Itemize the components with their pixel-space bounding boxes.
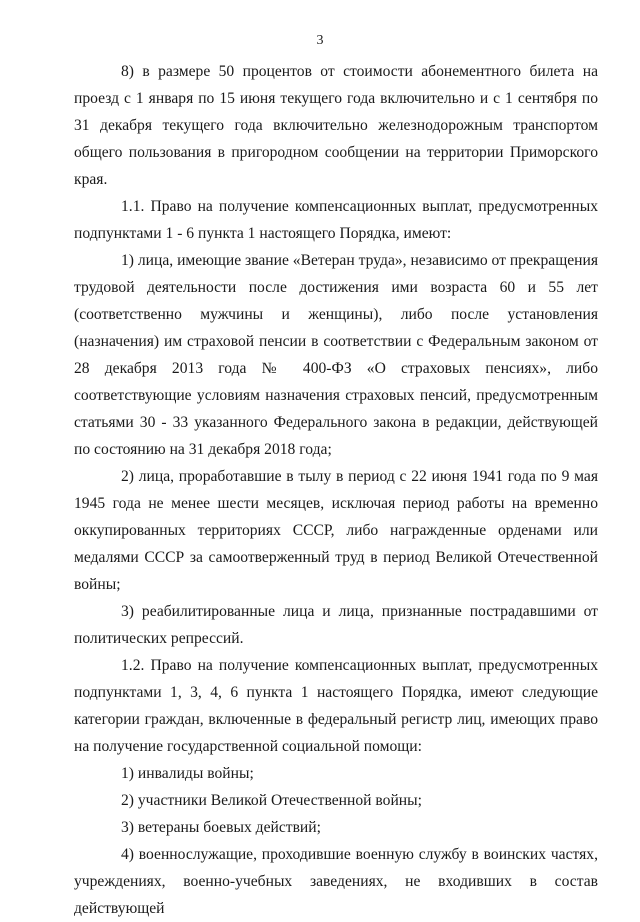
page-number: 3 xyxy=(316,33,324,48)
paragraph-military-servicemen: 4) военнослужащие, проходившие военную службу в воинских частях, учреждениях, военно-учебных заведениях, не входивших в состав действующей xyxy=(74,846,598,917)
list-item-war-invalids: 1) инвалиды войны; xyxy=(121,765,254,782)
paragraph-1-1-eligibility: 1.1. Право на получение компенсационных выплат, предусмотренных подпунктами 1 - 6 пункта 1 настоящего Порядка, имеют: xyxy=(74,198,598,242)
paragraph-1-2-eligibility: 1.2. Право на получение компенсационных выплат, предусмотренных подпунктами 1, 3, 4, 6 пункта 1 настоящего Порядка, имеют следующие категории граждан, включенные в федеральный регистр лиц, имеющих право на получение государственной социальной помощи: xyxy=(74,657,598,755)
paragraph-item-8-fare-discount: 8) в размере 50 процентов от стоимости абонементного билета на проезд с 1 января по 15 июня текущего года включительно и с 1 сентября по 31 декабря текущего года включительно железнодорожным транспортом общего пользования в пригородном сообщении на территории Приморского края. xyxy=(74,63,598,188)
paragraph-home-front-workers: 2) лица, проработавшие в тылу в период с 22 июня 1941 года по 9 мая 1945 года не менее шести месяцев, исключая период работы на временно оккупированных территориях СССР, либо награжденные орденами или медалями СССР за самоотверженный труд в период Великой Отечественной войны; xyxy=(74,468,598,593)
list-item-combat-veterans: 3) ветераны боевых действий; xyxy=(121,819,321,836)
document-body xyxy=(74,58,598,922)
paragraph-veterans-of-labor: 1) лица, имеющие звание «Ветеран труда», независимо от прекращения трудовой деятельности после достижения ими возраста 60 и 55 лет (соответственно мужчины и женщины), либо после установления (назначения) им страховой пенсии в соответствии с Федеральным законом от 28 декабря 2013 года № 400-ФЗ «О страховых пенсиях», либо соответствующие условиям назначения страховых пенсий, предусмотренным статьями 30 - 33 указанного Федерального закона в редакции, действующей по состоянию на 31 декабря 2018 года; xyxy=(74,252,598,458)
list-item-war-participants: 2) участники Великой Отечественной войны; xyxy=(121,792,422,809)
paragraph-rehabilitated-persons: 3) реабилитированные лица и лица, признанные пострадавшими от политических репрессий. xyxy=(74,603,598,647)
